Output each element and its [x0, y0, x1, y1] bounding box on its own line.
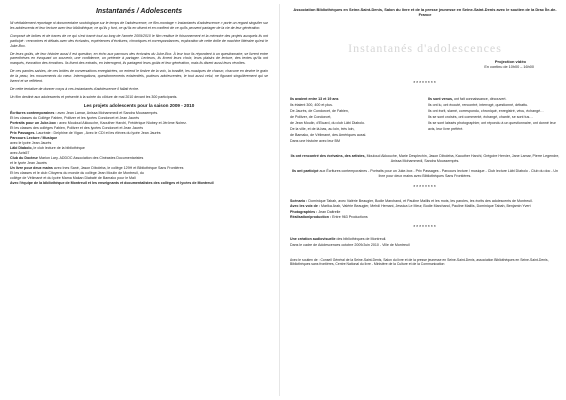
- support-footer: Avec le soutien de : Conseil Général de la Seine-Saint-Denis, Salon du livre et de la presse jeunesse en Seine-Saint-Denis, association Bibliothèques en Seine-Saint-Denis, Bibliothèques sans frontières, Centre National du livre - Ministère de la Culture et de la Communication: [290, 257, 549, 267]
- came-line: Ils ont lu, ont écouté, rencontré, interrogé, questionné, débattu.: [428, 103, 529, 108]
- project-line: Club du Docteur Marion Lary. ADDOC Association des Cinéastes Documentaristes: [10, 155, 144, 160]
- came-column: [428, 97, 560, 144]
- star-separator: ********: [413, 81, 437, 88]
- ages-line: De Jaurès, de Condorcet, de Fabien,: [290, 109, 349, 114]
- credit-line: Réalisation/production : Entre 963 Productions: [290, 214, 368, 219]
- project-line: collège de Vélimané et du lycée Mama Makan Diabaté de Bamako pour le Mali: [10, 175, 136, 180]
- intro-paragraph-1: Ni véritablement reportage ni documentaire sociologique sur le temps de l'adolescence, ce film-montage « Instantanés d'adolescence » porte un regard singulier sur les adolescents et leur lecture avec leur bibliothèque, ce qu'ils y font, ce qu'ils en disent et en confient de ce qu'ils peuvent partager de la vie de leur génération.: [10, 21, 268, 30]
- ages-column: [290, 97, 422, 144]
- right-column: [290, 0, 560, 267]
- project-line: et le lycée Jean Jaurès: [10, 160, 47, 165]
- project-line: Lâbi Diabolo, le club lecture de la bibliothèque: [10, 145, 85, 150]
- ages-line: de Bamako, de Vélimané, des Amériques aussi.: [290, 132, 367, 137]
- film-meta: Un film destiné aux adolescents et présenté à la soirée du clôture de mai 2010 devant les 300 participants.: [10, 94, 178, 99]
- credit-line: Scénario : Dominique Tabah, avec Valérie Beaugier, Bodie Marchand, et Pauline Maillis et les mots, les paroles, les écrits des adolescents de Montreuil.: [290, 199, 533, 204]
- two-column-block: [290, 97, 560, 144]
- came-line: Ils ont écrit, slamé, correspondu, chroniqué, enregistré, vécu, échangé…: [428, 109, 544, 114]
- came-line: ont fait connaissance, découvert.: [453, 97, 507, 102]
- project-line: Portraits pour un Juke-box : avec Mouloud Akkouche, Kaouther Harchi, Frédérique Niobey et Jérôme Noirez.: [10, 120, 187, 125]
- intro-paragraph-4: De ces paroles saisies, de ces brides de conversations enregistrées, on entend le timbre de la voix, la tonalité, les musiques de chacun, chacune en devine le grain de la peau, les mouvements du cœur. Interrogations, questionnements existentiels, pudeurs adolescentes, le tout aussi celui, ne figurant singulièrement qui se livrent et se reflètent.: [10, 69, 268, 84]
- creation-context: Dans le cadre de Adolescences octobre 2009/Juin 2010 - Ville de Montreuil: [290, 242, 410, 247]
- project-line: Écritures contemporaines : avec Jean Lamar, Anissa Mohammedi et Sandra Moussempès.: [10, 110, 159, 115]
- came-line: Ils se sont croisés, ont commenté, échangé, chanté, se sont tus…: [428, 115, 533, 120]
- creation-line: Une création audiovisuelle des bibliothèques de Montreuil.: [290, 237, 387, 242]
- came-heading: Ils sont venus,: [428, 97, 453, 102]
- organizers-header: Association Bibliothèques en Seine-Saint-Denis, Salon du livre et de la presse jeunesse en Seine-Saint-Denis avec le soutien de la Drac Île-de-France: [293, 7, 557, 18]
- credits-block: [290, 199, 560, 220]
- project-line: Avec l'équipe de la bibliothèque de Montreuil et les enseignants et documentalistes des collèges et lycées de Montreuil: [10, 180, 214, 185]
- ages-heading: Ils avaient entre 13 et 19 ans: [290, 97, 339, 102]
- projects-list: [10, 111, 268, 186]
- project-line: Prix Passages. Lauréate : Delphine de Vigan , Avec le CDI et les élèves du lycée Jean Jaurès: [10, 130, 161, 135]
- star-separator: ********: [413, 185, 437, 192]
- participation-paragraph: Ils ont participé aux Écritures contemporaines - Portraits pour un Juke-box - Prix Passages - Parcours lecture / musique - Club lecture Lâbi Diabolo - Club du doc - Un livre pour deux mains avec Bibliothèques Sans Frontières.: [291, 168, 559, 178]
- intro-paragraph-3: De leurs goûts, de leur histoire aussi il est question, en écho aux parcours des écrivains du Juke-Box. À leur tour ils répondent à un questionnaire, se livrent entre parenthèses en évoquant un souvenir, une confidence, un prétexte à partager. Lecteurs, ils livrent leurs choix, leurs plaisirs de lecture, des textes qu'ils ont marqués, évocation des émotions. Ils lisent des extraits, en interrogent, ils partagent leurs goûts et leur génération, mais ils disent aussi leurs révoltes.: [10, 51, 268, 66]
- ages-line: Ils étaient 300, 400 et plus.: [290, 103, 333, 108]
- project-line: Et les classes des collèges Fabien, Politzer et des lycées Condorcet et Jean Jaurès: [10, 125, 144, 130]
- project-line: avec Acts57: [10, 150, 30, 155]
- ages-line: de Politzer, de Condorcet,: [290, 115, 332, 120]
- ages-line: De la ville, et de là-bas, au loin, très loin,: [290, 126, 355, 131]
- project-line: Et les classes du Collège Fabien, Politzer et les lycées Condorcet et Jean Jaurès: [10, 115, 140, 120]
- star-separator: ********: [413, 225, 437, 232]
- intro-paragraph-2: Composé de bribes et de traces de ce qui s'est tramé tout au long de l'année 2009/2010 le film restitue le foisonnement et la mémoire des projets auxquels ils ont participé : rencontres et débats avec des écrivains, expériences d'écritures, chroniques et correspondances, exploration de cette drôle de machine littéraire qu'est le Juke-Box.: [10, 33, 268, 48]
- projects-title: Les projets adolescents pour la saison 2009 - 2010: [83, 102, 195, 108]
- credit-line: Avec les voix de : Marlka Arab, Valérie Beaugier, Mehdi Hemani, Jessica Le Meur, Bodie Marchand, Pauline Maillis, Dominique Tabah, Benjamin Yvert: [290, 204, 531, 209]
- projection-label: Projection vidéo: [494, 59, 526, 65]
- encounters-paragraph: Ils ont rencontré des écrivains, des artistes, Mouloud Akkouche, Marie Desplechin, Jason Diboleba, Kaouther Harchi, Grégoire Hervier, Jane Lamar, Pierre Legendre, Anissa Mohammedi, Sandra Moussempès.: [290, 153, 560, 163]
- project-line: avec le lycée Jean Jaurès: [10, 140, 52, 145]
- project-line: Et les classes et le club Citoyens du monde du collège Jean Moulin de Montreuil, du: [10, 170, 144, 175]
- project-line: Parcours Lecture / Musique: [10, 135, 58, 140]
- intro-paragraph-5: De cette tentative de donner corps à ces instantanés d'adolescence il fallait écrire.: [10, 86, 140, 91]
- left-column: [10, 0, 268, 186]
- ages-line: Dans une histoire avec leur BM: [290, 138, 340, 143]
- page-fold-divider: [279, 4, 280, 396]
- projection-times: En continu de 10h00 – 16h00: [484, 65, 534, 70]
- left-title: Instantanés / Adolescents: [95, 8, 183, 15]
- ages-line: de Jean Moulin, d'Eluard, du club Lâbi Diabolo.: [290, 121, 366, 126]
- credit-line: Photographies : Jean Daltrelle: [290, 209, 341, 214]
- came-line: Ils se sont laissés photographier, ont répondu à un questionnaire, ont donné leur avis, leur livre préféré.: [428, 121, 556, 131]
- project-line: Un livre pour deux mains avec Ines Sané, Jason Diboleba, le collège 129H et Bibliothèque Sans Frontières: [10, 165, 184, 170]
- main-title: Instantanés d'adolescences: [348, 41, 502, 56]
